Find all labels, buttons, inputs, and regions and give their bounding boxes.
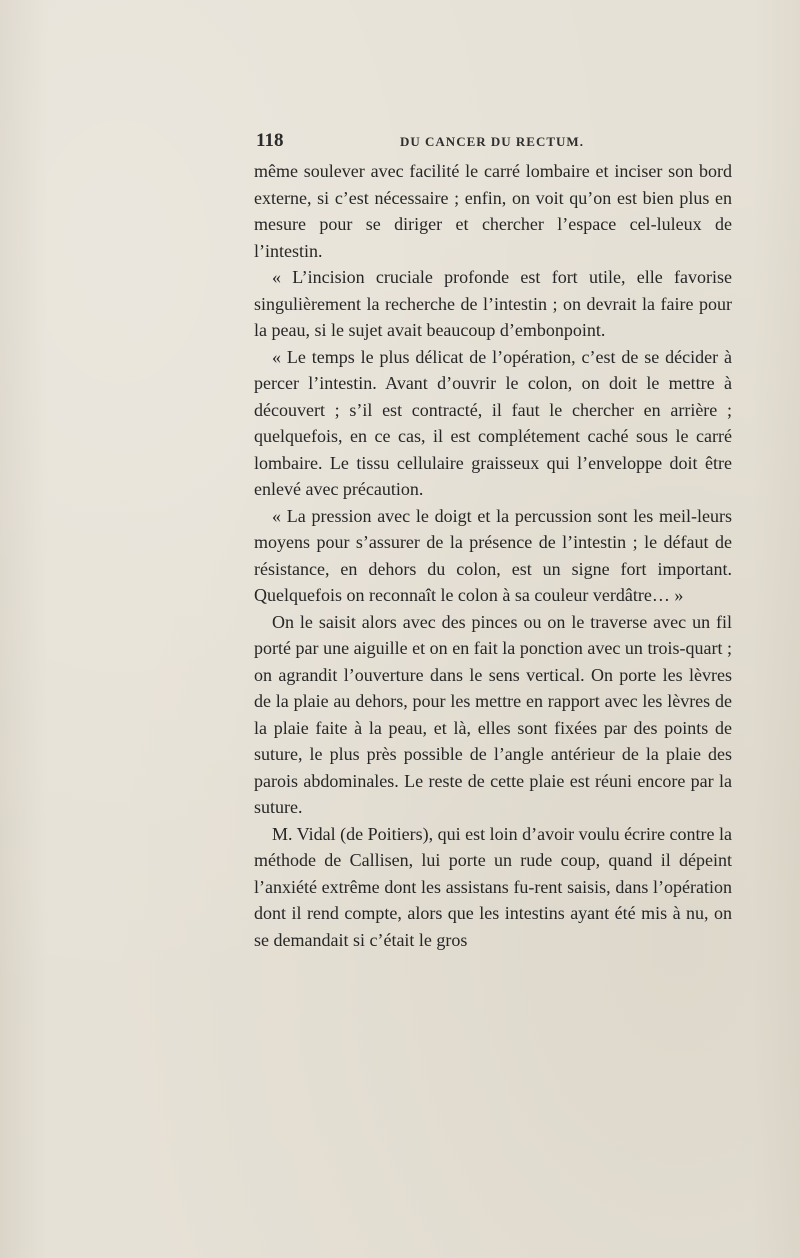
paragraph: « Le temps le plus délicat de l’opération, c’est de se décider à percer l’intestin. Avant d’ouvrir le colon, on doit le mettre à découvert ; s’il est contracté, il faut le chercher en arrière ; quelquefois, en ce cas, il est complétement caché sous le carré lombaire. Le tissu cellulaire graisseux qui l’enveloppe doit être enlevé avec précaution. [254,346,732,499]
body-text [254,158,732,953]
page-number: 118 [256,130,284,151]
paragraph: On le saisit alors avec des pinces ou on le traverse avec un fil porté par une aiguille et on en fait la ponction avec un trois-quart ; on agrandit l’ouverture dans le sens vertical. On porte les lèvres de la plaie au dehors, pour les mettre en rapport avec les lèvres de la plaie faite à la peau, et là, elles sont fixées par des points de suture, le plus près possible de l’angle antérieur de la plaie des parois abdominales. Le reste de cette plaie est réuni encore par la suture. [254,611,732,817]
paragraph: M. Vidal (de Poitiers), qui est loin d’avoir voulu écrire contre la méthode de Callisen, lui porte un rude coup, quand il dépeint l’anxiété extrême dont les assistans fu-rent saisis, dans l’opération dont il rend compte, alors que les intestins ayant été mis à nu, on se demandait si c’était le gros [254,823,732,950]
running-head [256,130,736,156]
paragraph: même soulever avec facilité le carré lombaire et inciser son bord externe, si c’est nécessaire ; enfin, on voit qu’on est bien plus en mesure pour se diriger et chercher l’espace cel-luleux de l’intestin. [254,161,732,261]
paragraph: « La pression avec le doigt et la percussion sont les meil-leurs moyens pour s’assurer de la présence de l’intestin ; le défaut de résistance, en dehors du colon, est un signe fort important. Quelquefois on reconnaît le colon à sa couleur verdâtre… » [254,505,732,605]
running-title: DU CANCER DU RECTUM. [400,134,584,149]
paragraph: « L’incision cruciale profonde est fort utile, elle favorise singulièrement la recherche de l’intestin ; on devrait la faire pour la peau, si le sujet avait beaucoup d’embonpoint. [254,267,732,340]
